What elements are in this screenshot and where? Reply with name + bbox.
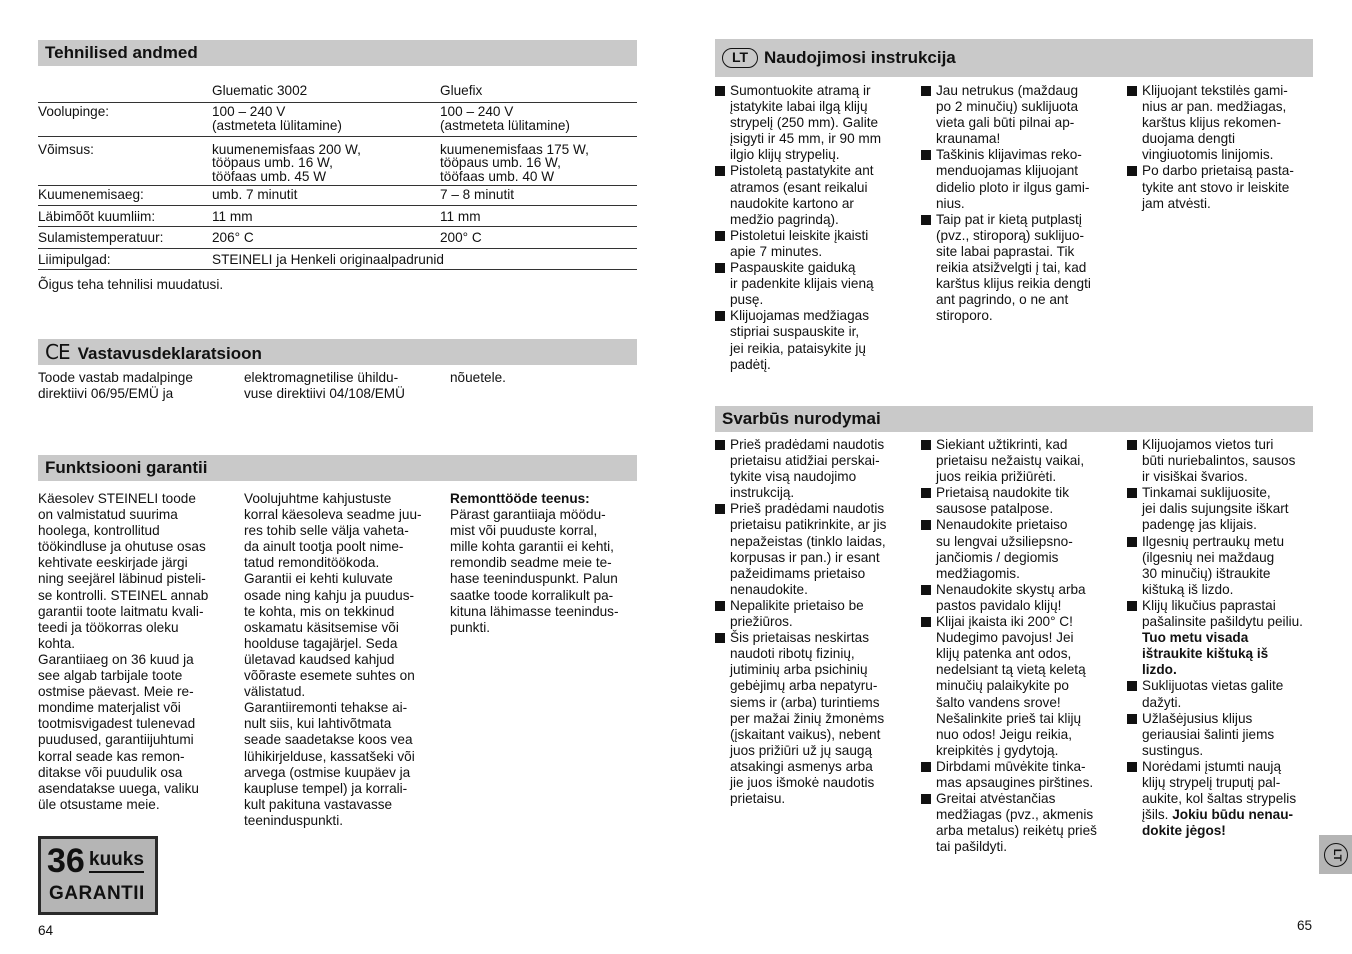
row-value: 100 – 240 V (astmeteta lülitamine) (212, 102, 440, 136)
table-row (38, 102, 637, 136)
list-item: Klijuojant tekstilės gami- nius ar pan. medžiagas, karštus klijus rekomen- duojama dengti vingiuotomis linijomis. (1127, 83, 1317, 163)
table-header-cell: Gluematic 3002 (212, 82, 440, 102)
list-item: Nepalikite prietaiso be priežiūros. (715, 598, 905, 630)
list-item: Užlašėjusius klijus geriausiai šalinti jiems sustingus. (1127, 711, 1322, 759)
list-item: Taškinis klijavimas reko- menduojamas klijuojant didelio ploto ir ilgus gami- nius. (921, 147, 1111, 211)
list-item: Tinkamai suklijuosite, jei dalis sujungsite iškart padengę jas klijais. (1127, 485, 1322, 533)
notes-col-2 (921, 437, 1111, 855)
instructions-col-2 (921, 83, 1111, 324)
list-item: Taip pat ir kietą putplastį (pvz., stiroporą) suklijuo- site labai paprastai. Tik reikia atsižvelgti į tai, kad karštus klijus reikia dengti ant pagrindo, o ne ant stiroporo. (921, 212, 1111, 325)
list-item: Pistoletą pastatykite ant atramos (esant reikalui naudokite kartono ar medžio pagrindą). (715, 163, 905, 227)
list-item: Paspauskite gaiduką ir padenkite klijais vieną pusę. (715, 260, 905, 308)
tech-note: Õigus teha tehnilisi muudatusi. (38, 277, 224, 292)
warranty-col-1: Käesolev STEINELI toode on valmistatud suurima hoolega, kontrollitud töökindluse ja ohutuse osas kehtivate eeskirjade järgi ning seejärel läbinud pisteli- se kontrolli. STEINEL annab garantii toote laitmatu kvali- teedi ja töökorras oleku kohta. Garantiiaeg on 36 kuud ja see algab tarbijale toote ostmise päevast. Meie re- mondime materjalist või tootmisvigadest tulenevad puudused, garantiijuhtumi korral seade kas remon- ditakse või puudulik osa asendatakse uuega, valiku üle otsustame meie. (38, 491, 209, 812)
row-label: Läbimõõt kuumliim: (38, 205, 212, 227)
list-item: Prieš pradėdami naudotis prietaisu atidžiai perskai- tykite visą naudojimo instrukciją. (715, 437, 905, 501)
table-header-cell: Gluefix (440, 82, 637, 102)
row-value: 7 – 8 minutit (440, 186, 637, 206)
row-label: Liimipulgad: (38, 248, 212, 270)
warranty-badge-inner (41, 839, 155, 912)
list-item (1127, 759, 1322, 839)
page-number-left: 64 (38, 923, 54, 938)
conformity-col-1: Toode vastab madalpinge direktiivi 06/95/EMÜ ja (38, 370, 193, 402)
warranty-title: Funktsiooni garantii (45, 458, 208, 477)
notes-col-3 (1127, 437, 1322, 839)
warranty-badge-word: GARANTII (49, 883, 145, 904)
instructions-title: Naudojimosi instrukcija (764, 48, 956, 67)
section-header-notes (715, 406, 1313, 432)
list-item: Dirbdami mūvėkite tinka- mas apsaugines pirštines. (921, 759, 1111, 791)
list-item: Ilgesnių pertraukų metu (ilgesnių nei maždaug 30 minučių) ištraukite kištuką iš lizdo. (1127, 534, 1322, 598)
warranty-badge (38, 836, 158, 915)
warranty-col-2: Voolujuhtme kahjustuste korral käesoleva seadme juu- res tohib selle välja vaheta- da ainult tootja poolt nime- tatud remonditöökoda. Garantii ei kehti kuluvate osade ning kahju ja puudus- te kohta, mis on tekkinud oskamatu käsitsemise või hoolduse tagajärjel. Seda ületavad kaudsed kahjud võõraste esemete suhtes on välistatud. Garantiiremonti tehakse ai- nult siis, kui lahtivõtmata seade saadetakse koos vea lühikirjelduse, kassatšeki või arvega (ostmise kuupäev ja kaupluse tempel) ja korrali- kult pakituna vastavasse teeninduspunkti. (244, 491, 422, 828)
row-label: Voolupinge: (38, 102, 212, 136)
list-item: Siekiant užtikrinti, kad prietaisu nežaistų vaikai, juos reikia prižiūrėti. (921, 437, 1111, 485)
instructions-col-1 (715, 83, 905, 373)
row-value: kuumenemisfaas 175 W, tööpaus umb. 16 W, tööfaas umb. 40 W (440, 136, 637, 186)
conformity-col-3: nõuetele. (450, 370, 506, 385)
lt-language-badge: LT (722, 48, 758, 68)
warranty-service-title: Remonttööde teenus: (450, 491, 590, 506)
language-side-tab (1319, 835, 1352, 874)
list-item: Pistoletui leiskite įkaisti apie 7 minutes. (715, 228, 905, 260)
list-item: Klijai įkaista iki 200° C! Nudegimo pavojus! Jei klijų patenka ant odos, nedelsiant tą vietą keletą minučių palaikykite po šalto vandens srove! Nešalinkite prieš tai klijų nuo odos! Jeigu reikia, kreipkitės į gydytoją. (921, 614, 1111, 759)
row-label: Sulamistemperatuur: (38, 227, 212, 249)
section-header-conformity (38, 339, 637, 365)
conformity-title: Vastavusdeklaratsioon (77, 344, 262, 363)
list-item-text: Norėdami įstumti naują klijų strypelį truputį pal- aukite, kol šaltas strypelis įšils. (1142, 758, 1297, 823)
notes-title: Svarbūs nurodymai (722, 409, 881, 428)
row-label: Võimsus: (38, 136, 212, 186)
warranty-service-text: Pärast garantiiaja möödu- mist või puuduste korral, mille kohta garantii ei kehti, remondib seadme meie te- hase teeninduspunkt. Palun saatke toode korralikult pa- kituna lähimasse teenindus- punkti. (450, 507, 619, 635)
row-value: 11 mm (212, 205, 440, 227)
ce-mark-icon: CE (45, 340, 70, 364)
instructions-col-3 (1127, 83, 1317, 212)
warranty-badge-unit: kuuks (89, 849, 144, 873)
list-item: Suklijuotas vietas galite dažyti. (1127, 678, 1322, 710)
row-label: Kuumenemisaeg: (38, 186, 212, 206)
list-item: Prieš pradėdami naudotis prietaisu patikrinkite, ar jis nepažeistas (tinklo laidas, korpusas ir pan.) ir esant pažeidimams prietaiso nenaudokite. (715, 501, 905, 598)
conformity-col-2: elektromagnetilise ühildu- vuse direktiivi 04/108/EMÜ (244, 370, 405, 402)
row-value: 100 – 240 V (astmeteta lülitamine) (440, 102, 637, 136)
row-value: 200° C (440, 227, 637, 249)
row-value: 11 mm (440, 205, 637, 227)
warranty-badge-number: 36 (47, 842, 85, 880)
row-value: kuumenemisfaas 200 W, tööpaus umb. 16 W, tööfaas umb. 45 W (212, 136, 440, 186)
list-item: Klijuojamas medžiagas stipriai suspauskite ir, jei reikia, pataisykite jų padėtį. (715, 308, 905, 372)
table-row (38, 186, 637, 206)
list-item: Prietaisą naudokite tik sausose patalpose. (921, 485, 1111, 517)
table-header-cell (38, 82, 212, 102)
notes-col-1 (715, 437, 905, 807)
list-item-bold-text: Jokiu būdu nenau- dokite jėgos! (1142, 807, 1294, 839)
tech-table (38, 82, 637, 270)
side-tab-label: LT (1324, 843, 1348, 867)
list-item: Sumontuokite atramą ir įstatykite labai ilgą klijų strypelį (250 mm). Galite įsigyti ir 45 mm, ir 90 mm ilgio klijų strypelių. (715, 83, 905, 163)
section-header-tech (38, 40, 637, 66)
list-item: Nenaudokite prietaiso su lengvai užsiliepsno- jančiomis / degiomis medžiagomis. (921, 517, 1111, 581)
warranty-col-3 (450, 491, 640, 636)
tech-title: Tehnilised andmed (45, 43, 198, 62)
table-row (38, 248, 637, 270)
table-header-row (38, 82, 637, 102)
list-item: Jau netrukus (maždaug po 2 minučių) suklijuota vieta gali būti pilnai ap- kraunama! (921, 83, 1111, 147)
section-header-warranty (38, 455, 637, 481)
row-value: 206° C (212, 227, 440, 249)
table-row (38, 205, 637, 227)
list-item-text: Klijų likučius paprastai pašalinsite pašildytu peiliu. (1142, 597, 1303, 630)
section-header-instructions (715, 39, 1313, 77)
row-value: STEINELI ja Henkeli originaalpadrunid (212, 248, 637, 270)
list-item: Klijuojamos vietos turi būti nuriebalintos, sausos ir visiškai švarios. (1127, 437, 1322, 485)
page-number-right: 65 (1297, 918, 1313, 933)
list-item: Šis prietaisas neskirtas naudoti ribotų fizinių, jutiminių arba psichinių gebėjimų arba nepatyru- siems ir (arba) turintiems per mažai žinių žmonėms (įskaitant vaikus), nebent juos prižiūri už jų saugą atsakingi asmenys arba jie juos išmokė naudotis prietaisu. (715, 630, 905, 807)
list-item: Nenaudokite skystų arba pastos pavidalo klijų! (921, 582, 1111, 614)
table-row (38, 227, 637, 249)
table-row (38, 136, 637, 186)
list-item: Greitai atvėstančias medžiagas (pvz., akmenis arba metalus) reikėtų prieš tai pašildyti. (921, 791, 1111, 855)
row-value: umb. 7 minutit (212, 186, 440, 206)
list-item (1127, 598, 1322, 678)
list-item-bold-text: Tuo metu visada ištraukite kištuką iš lizdo. (1142, 630, 1269, 678)
list-item: Po darbo prietaisą pasta- tykite ant stovo ir leiskite jam atvėsti. (1127, 163, 1317, 211)
